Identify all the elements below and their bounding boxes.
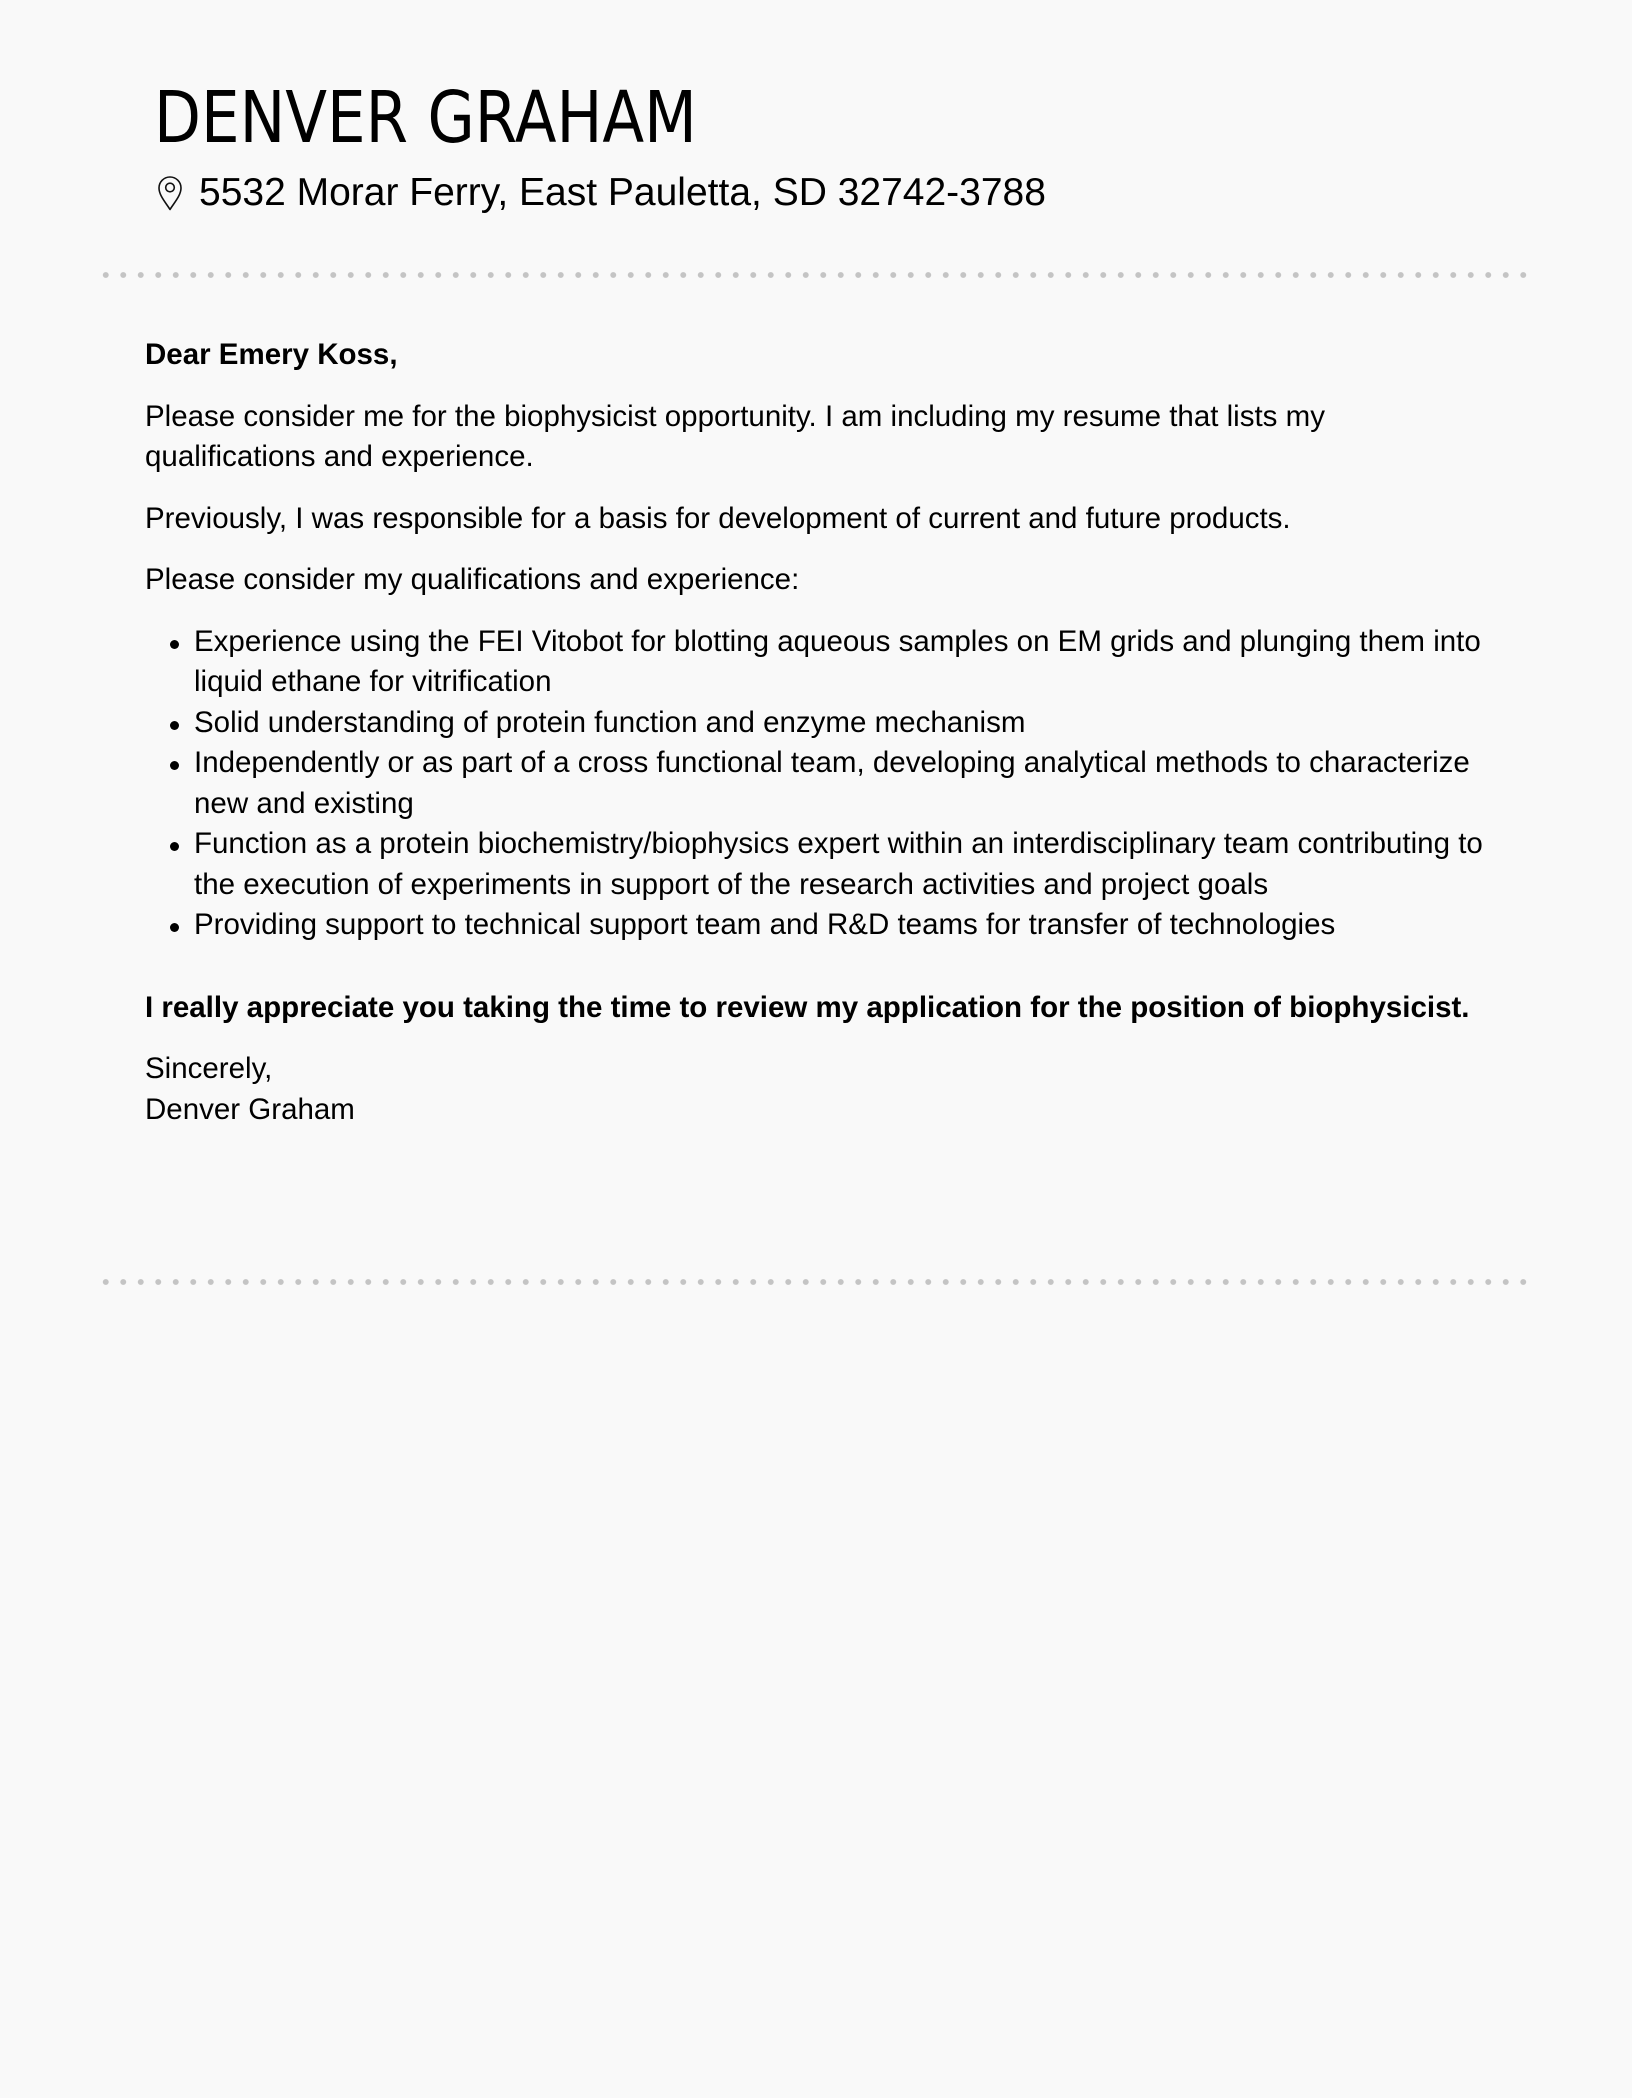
- experience-paragraph: Previously, I was responsible for a basis for development of current and future products.: [145, 501, 1291, 535]
- greeting: Dear Emery Koss,: [145, 338, 398, 371]
- dotted-divider-top: [97, 272, 1531, 278]
- qualification-item: Providing support to technical support team and R&D teams for transfer of technologies: [194, 905, 1495, 946]
- qualification-item: Independently or as part of a cross functional team, developing analytical methods to characterize new and existing: [194, 743, 1495, 824]
- signoff: Sincerely,: [145, 1052, 273, 1085]
- qualification-item: Function as a protein biochemistry/biophysics expert within an interdisciplinary team contributing to the execution of experiments in support of the research activities and project goals: [194, 824, 1495, 905]
- applicant-address: 5532 Morar Ferry, East Pauletta, SD 32742-3788: [199, 171, 1046, 214]
- signature: Denver Graham: [145, 1092, 355, 1126]
- letter-header: [154, 78, 1454, 218]
- signoff-block: [145, 1049, 1495, 1130]
- map-pin-icon: [157, 175, 183, 211]
- intro-paragraph: Please consider me for the biophysicist opportunity. I am including my resume that lists my qualifications and experience.: [145, 399, 1325, 473]
- dotted-divider-bottom: [97, 1279, 1531, 1285]
- letter-body: [145, 335, 1495, 1130]
- qualifications-intro: Please consider my qualifications and experience:: [145, 563, 800, 596]
- qualifications-list: [145, 622, 1495, 946]
- address-row: [154, 168, 1454, 218]
- closing-statement: I really appreciate you taking the time to review my application for the position of biophysicist.: [145, 990, 1470, 1024]
- qualification-item: Experience using the FEI Vitobot for blotting aqueous samples on EM grids and plunging them into liquid ethane for vitrification: [194, 622, 1495, 703]
- applicant-name: DENVER GRAHAM: [154, 76, 697, 159]
- qualification-item: Solid understanding of protein function and enzyme mechanism: [194, 703, 1495, 744]
